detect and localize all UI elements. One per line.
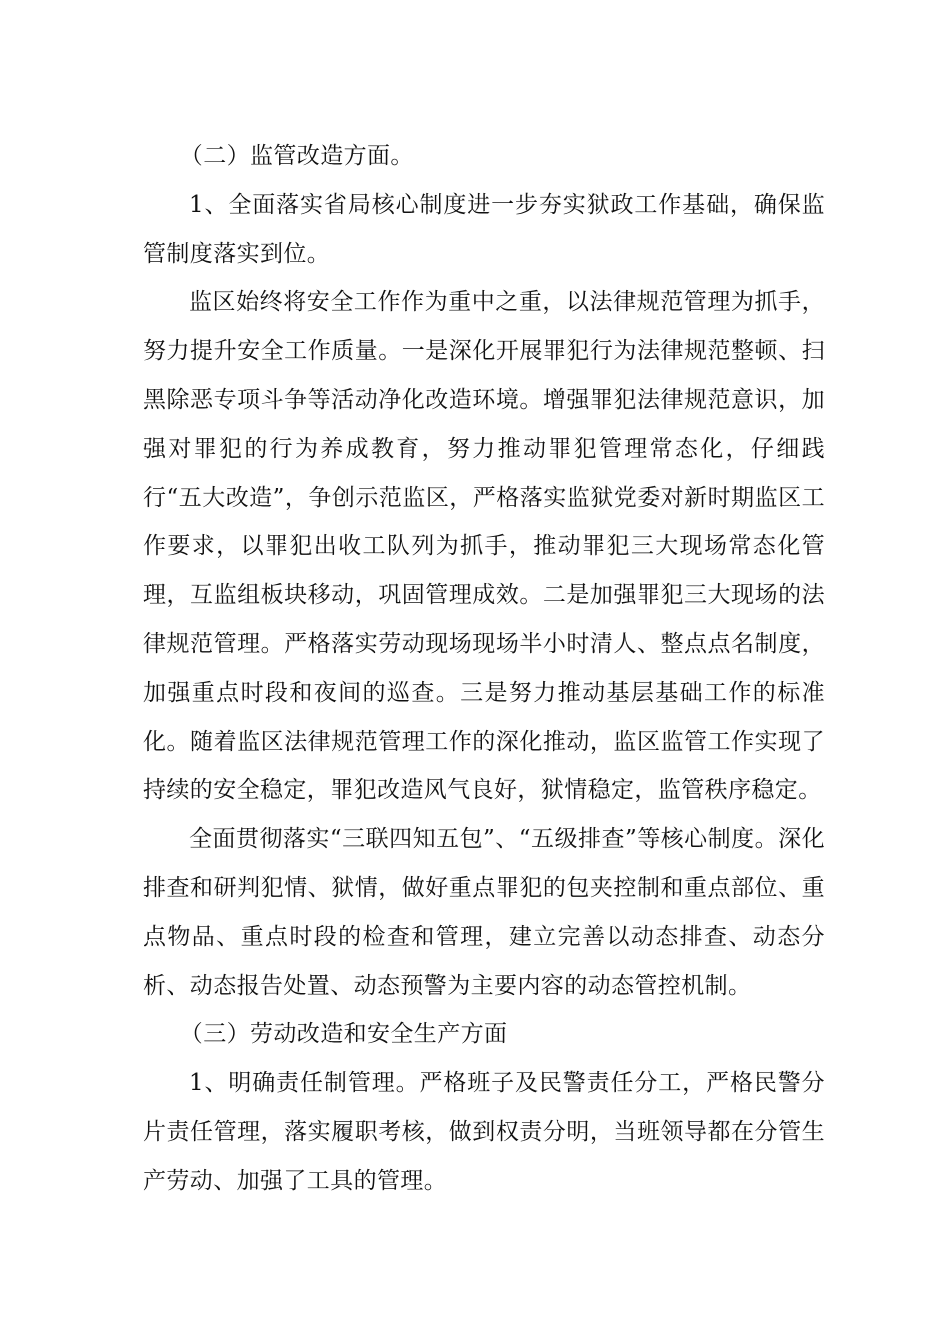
item-responsibility: 1、明确责任制管理。严格班子及民警责任分工，严格民警分片责任管理，落实履职考核，做到权责分明，当班领导都在分管生产劳动、加强了工具的管理。: [143, 1070, 825, 1194]
item-core-system: 1、全面落实省局核心制度进一步夯实狱政工作基础，确保监管制度落实到位。: [143, 191, 825, 267]
paragraph-core-systems: 全面贯彻落实“三联四知五包”、“五级排查”等核心制度。深化排查和研判犯情、狱情，做好重点罪犯的包夹控制和重点部位、重点物品、重点时段的检查和管理，建立完善以动态排查、动态分析、动态报告处置、动态预警为主要内容的动态管控机制。: [143, 826, 825, 999]
document-page: [143, 132, 825, 1206]
section-heading-labor: （三）劳动改造和安全生产方面: [179, 1021, 508, 1048]
paragraph-safety-work: 监区始终将安全工作作为重中之重，以法律规范管理为抓手，努力提升安全工作质量。一是深化开展罪犯行为法律规范整顿、扫黑除恶专项斗争等活动净化改造环境。增强罪犯法律规范意识，加强对罪犯的行为养成教育，努力推动罪犯管理常态化，仔细践行“五大改造”，争创示范监区，严格落实监狱党委对新时期监区工作要求，以罪犯出收工队列为抓手，推动罪犯三大现场常态化管理，互监组板块移动，巩固管理成效。二是加强罪犯三大现场的法律规范管理。严格落实劳动现场现场半小时清人、整点点名制度，加强重点时段和夜间的巡查。三是努力推动基层基础工作的标准化。随着监区法律规范管理工作的深化推动，监区监管工作实现了持续的安全稳定，罪犯改造风气良好，狱情稳定，监管秩序稳定。: [143, 289, 825, 804]
section-heading-supervision: （二）监管改造方面。: [179, 143, 414, 169]
